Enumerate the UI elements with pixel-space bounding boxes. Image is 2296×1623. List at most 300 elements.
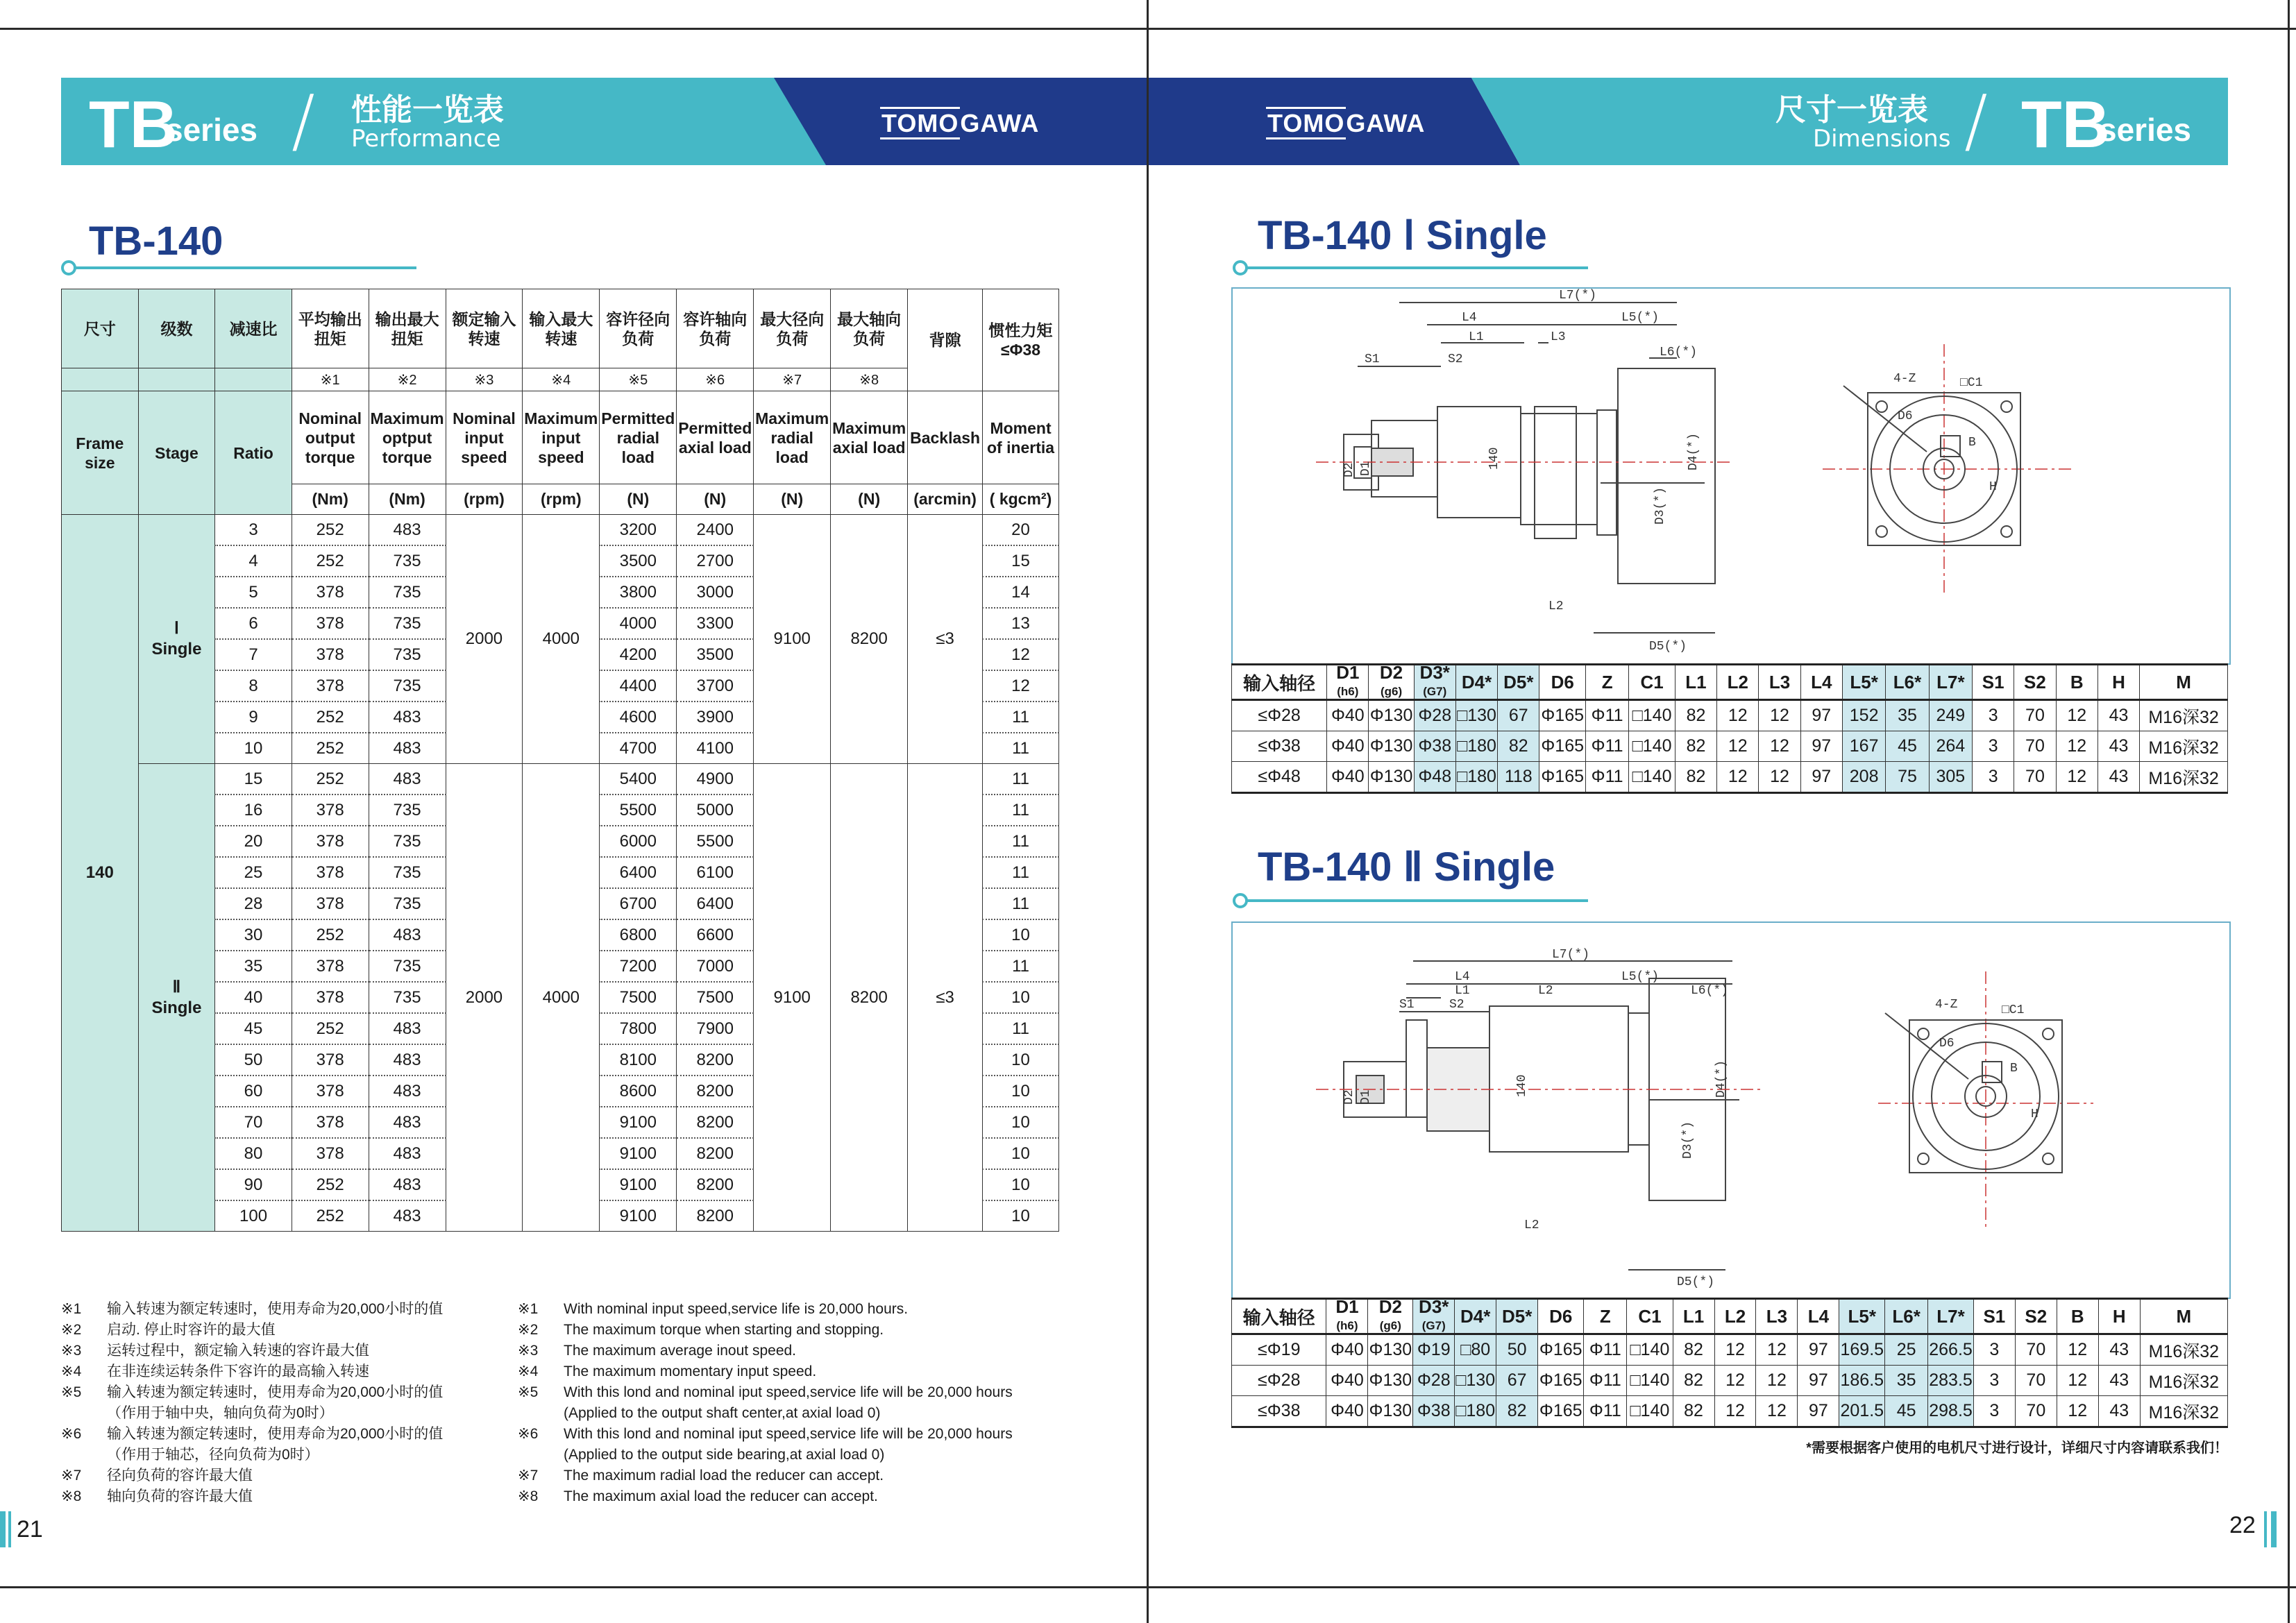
performance-table	[61, 289, 1059, 1232]
inertia-cell: 11	[983, 826, 1059, 857]
nominal-torque-cell: 378	[292, 951, 369, 982]
label-B: B	[2010, 1062, 2018, 1076]
radial-load-cell: 7800	[600, 1013, 677, 1044]
dim-cell: 152	[1842, 700, 1885, 731]
inertia-cell: 15	[983, 545, 1059, 577]
perf-head-cn: 背隙	[908, 289, 983, 391]
stage-number: Ⅰ	[174, 619, 179, 638]
nominal-torque-cell: 378	[292, 982, 369, 1013]
max-torque-cell: 735	[369, 670, 446, 702]
perf-head-en: Maximum optput torque	[369, 391, 446, 484]
label-D5: D5(*)	[1677, 1275, 1715, 1289]
radial-load-cell: 8600	[600, 1076, 677, 1107]
axial-load-cell: 8200	[677, 1138, 754, 1169]
dim-header-cell	[1584, 1299, 1627, 1334]
dim-cell: 82	[1675, 762, 1716, 793]
note-text: 在非连续运转条件下容许的最高输入转速	[107, 1363, 369, 1379]
left-header-cn: 性能一览表	[351, 92, 504, 128]
dim-header-cell	[1885, 1299, 1928, 1334]
axial-load-cell: 6600	[677, 919, 754, 951]
dim-header-tolerance: (g6)	[1379, 1319, 1401, 1332]
ratio-cell: 7	[215, 639, 292, 670]
dim-cell: 3	[1973, 1366, 2015, 1396]
dim-header-cell	[1326, 1296, 1368, 1334]
table-row	[1232, 731, 2228, 762]
nominal-torque-cell: 378	[292, 888, 369, 919]
dim-header-label: C1	[1640, 671, 1664, 692]
nominal-torque-cell: 252	[292, 1013, 369, 1044]
left-page-bar	[0, 1511, 6, 1547]
perf-unit: (N)	[677, 484, 754, 515]
note-line	[518, 1424, 1087, 1445]
left-section-title: TB-140	[89, 219, 223, 264]
perf-head-cn: 最大轴向负荷	[831, 289, 908, 368]
nominal-torque-cell: 378	[292, 1107, 369, 1138]
note-line	[61, 1445, 491, 1465]
table-row	[62, 515, 1059, 546]
dim-header-label: L7*	[1936, 1305, 1965, 1327]
stage-name: Single	[151, 640, 202, 658]
dim-cell: Φ130	[1369, 762, 1414, 793]
dim-cell: 97	[1798, 1396, 1839, 1427]
right-logo	[1266, 110, 1425, 137]
dim-cell: 45	[1885, 1396, 1928, 1427]
inertia-cell: 20	[983, 515, 1059, 546]
radial-load-cell: 3800	[600, 577, 677, 608]
note-key: ※1	[61, 1301, 82, 1317]
perf-head-en: Maximum axial load	[831, 391, 908, 484]
note-line	[61, 1382, 491, 1403]
max-torque-cell: 483	[369, 1044, 446, 1076]
dim-header-cell	[1413, 1296, 1455, 1334]
left-header-slash: /	[292, 80, 315, 161]
dim-cell: 70	[2014, 731, 2056, 762]
max-torque-cell: 735	[369, 577, 446, 608]
inertia-cell: 10	[983, 1076, 1059, 1107]
note-line	[518, 1465, 1087, 1486]
dim-header-label: Z	[1601, 671, 1613, 692]
dim-cell: 82	[1673, 1366, 1714, 1396]
inertia-cell: 10	[983, 1138, 1059, 1169]
dim-cell: 50	[1496, 1334, 1538, 1366]
max-radial-cell: 9100	[754, 515, 831, 764]
perf-unit: (Nm)	[292, 484, 369, 515]
label-L3: L3	[1551, 330, 1566, 344]
dim-cell: 169.5	[1839, 1334, 1885, 1366]
note-text: With this lond and nominal iput speed,service life will be 20,000 hours	[564, 1384, 1013, 1400]
dim-header-cell	[1455, 1299, 1496, 1334]
axial-load-cell: 3500	[677, 639, 754, 670]
note-line	[61, 1341, 491, 1361]
right-page-bar-thin	[2264, 1511, 2267, 1547]
left-header-en: Performance	[351, 125, 501, 153]
dim-header-label: D3*	[1419, 1296, 1449, 1317]
dim-header-label: H	[2112, 671, 2125, 692]
note-text: The maximum radial load the reducer can accept.	[564, 1468, 884, 1484]
perf-head-en: Stage	[138, 391, 215, 515]
right-page-bar	[2271, 1511, 2277, 1547]
max-torque-cell: 735	[369, 951, 446, 982]
right-section1-underline	[1241, 266, 1588, 269]
dim-header-cell	[2014, 665, 2056, 700]
dim-cell: 82	[1496, 1396, 1538, 1427]
axial-load-cell: 8200	[677, 1076, 754, 1107]
table-row	[62, 764, 1059, 795]
max-torque-cell: 735	[369, 857, 446, 888]
label-D3: D3(*)	[1681, 1121, 1695, 1159]
right-header-slash: /	[1964, 80, 1988, 161]
axial-load-cell: 4900	[677, 764, 754, 795]
drawing2-box	[1231, 921, 2231, 1299]
dim-header-cell	[2015, 1299, 2057, 1334]
perf-unit: (N)	[600, 484, 677, 515]
dim-cell: 264	[1929, 731, 1972, 762]
dim-header-cell	[1585, 665, 1628, 700]
perf-mark: ※5	[600, 368, 677, 391]
inertia-cell: 10	[983, 1107, 1059, 1138]
dim-header-label: 输入轴径	[1242, 1307, 1315, 1328]
dim-header-label: M	[2176, 1305, 2192, 1327]
axial-load-cell: 3000	[677, 577, 754, 608]
note-line	[61, 1486, 491, 1507]
dim-header-label: D2	[1378, 1296, 1402, 1317]
max-torque-cell: 735	[369, 639, 446, 670]
label-D1: D1	[1359, 1089, 1373, 1105]
note-line	[61, 1465, 491, 1486]
nominal-torque-cell: 378	[292, 1044, 369, 1076]
dim-cell: 201.5	[1839, 1396, 1885, 1427]
dim-header-cell	[1498, 665, 1539, 700]
label-S1: S1	[1399, 998, 1415, 1012]
nominal-torque-cell: 252	[292, 733, 369, 764]
dim-header-cell	[2057, 1299, 2098, 1334]
dim-cell: 70	[2014, 700, 2056, 731]
perf-head-en: Moment of inertia	[983, 391, 1059, 484]
dim-header-cell	[1369, 662, 1414, 700]
radial-load-cell: 6400	[600, 857, 677, 888]
note-line	[518, 1320, 1087, 1341]
dim-header-cell	[1673, 1299, 1714, 1334]
note-key: ※6	[518, 1426, 539, 1442]
dim-header-cell	[1973, 1299, 2015, 1334]
dim-cell: 12	[2056, 731, 2097, 762]
dim-header-label: 输入轴径	[1243, 672, 1316, 694]
note-text: 输入转速为额定转速时，使用寿命为20,000小时的值	[107, 1384, 444, 1400]
left-logo-gawa: GAWA	[960, 109, 1040, 137]
left-page-number: 21	[17, 1516, 43, 1543]
ratio-cell: 28	[215, 888, 292, 919]
stage-name: Single	[151, 998, 202, 1017]
dim-cell: Φ165	[1538, 1396, 1584, 1427]
label-C1: □C1	[1960, 376, 1983, 390]
max-radial-cell: 9100	[754, 764, 831, 1232]
max-torque-cell: 735	[369, 826, 446, 857]
dim-cell: 97	[1798, 1334, 1839, 1366]
dim-cell: 12	[1714, 1334, 1756, 1366]
dim-header-cell	[1496, 1299, 1538, 1334]
dim-cell: Φ165	[1539, 700, 1586, 731]
nominal-torque-cell: 252	[292, 515, 369, 546]
note-line	[518, 1361, 1087, 1382]
max-torque-cell: 735	[369, 794, 446, 826]
inertia-cell: 11	[983, 733, 1059, 764]
perf-mark: ※7	[754, 368, 831, 391]
dim-cell: Φ130	[1369, 700, 1414, 731]
dim-header-cell	[1455, 665, 1497, 700]
label-L6: L6(*)	[1691, 984, 1729, 998]
dim-cell: Φ40	[1327, 731, 1369, 762]
dim-cell: 70	[2015, 1366, 2057, 1396]
dim-cell: □130	[1455, 700, 1497, 731]
right-page-number: 22	[2229, 1512, 2256, 1538]
label-Z: 4-Z	[1935, 998, 1958, 1012]
dim-cell: 12	[1756, 1366, 1798, 1396]
nominal-torque-cell: 378	[292, 639, 369, 670]
radial-load-cell: 3500	[600, 545, 677, 577]
label-L2: L2	[1538, 984, 1553, 998]
label-D4: D4(*)	[1714, 1060, 1728, 1098]
dim-header-cell	[2140, 1299, 2227, 1334]
dim-cell: Φ165	[1539, 731, 1586, 762]
dim-cell: 186.5	[1839, 1366, 1885, 1396]
label-L1: L1	[1455, 984, 1470, 998]
ratio-cell: 90	[215, 1169, 292, 1200]
perf-head-en: Permitted radial load	[600, 391, 677, 484]
dim-cell: M16深32	[2140, 1366, 2227, 1396]
dim-cell: 43	[2098, 1366, 2140, 1396]
label-L2: L2	[1524, 1218, 1539, 1232]
dim-cell: Φ165	[1538, 1366, 1584, 1396]
right-series-word: series	[2099, 112, 2192, 148]
dim-cell: Φ40	[1326, 1396, 1368, 1427]
stage-number: Ⅱ	[172, 977, 181, 996]
dim-header-label: D6	[1549, 1305, 1573, 1327]
dim-cell: 12	[1714, 1396, 1756, 1427]
radial-load-cell: 3200	[600, 515, 677, 546]
dim-header-cell	[1839, 1299, 1885, 1334]
dim-header-label: L5*	[1848, 1305, 1876, 1327]
axial-load-cell: 8200	[677, 1169, 754, 1200]
left-logo	[880, 110, 1039, 137]
inertia-cell: 10	[983, 1169, 1059, 1200]
dim-header-label: D5*	[1503, 671, 1534, 692]
radial-load-cell: 9100	[600, 1107, 677, 1138]
dim-header-label: L7*	[1936, 671, 1965, 692]
note-key: ※1	[518, 1301, 539, 1317]
axial-load-cell: 4100	[677, 733, 754, 764]
dim-cell: Φ40	[1326, 1366, 1368, 1396]
note-text: 启动. 停止时容许的最大值	[107, 1322, 276, 1338]
note-line	[518, 1403, 1087, 1424]
axial-load-cell: 7900	[677, 1013, 754, 1044]
perf-head-en: Nominal output torque	[292, 391, 369, 484]
right-header-en: Dimensions	[1813, 125, 1951, 153]
note-line	[518, 1341, 1087, 1361]
axial-load-cell: 3900	[677, 702, 754, 733]
dim-header-cell	[1759, 665, 1800, 700]
dim-header-label: S2	[2025, 1305, 2048, 1327]
dim-header-cell	[1538, 1299, 1584, 1334]
dim-cell: 43	[2097, 731, 2139, 762]
left-section-underline	[69, 266, 416, 269]
gearbox-drawing-1	[1233, 289, 2229, 663]
dim-cell: 43	[2097, 762, 2139, 793]
dim-cell: 12	[1759, 700, 1800, 731]
nominal-torque-cell: 252	[292, 702, 369, 733]
dim-cell: 3	[1973, 731, 2014, 762]
ratio-cell: 30	[215, 919, 292, 951]
perf-mark: ※8	[831, 368, 908, 391]
dim-cell: 67	[1498, 700, 1539, 731]
left-section-dot	[61, 260, 76, 275]
axial-load-cell: 2700	[677, 545, 754, 577]
dim-header-cell	[1232, 665, 1327, 700]
dim-header-label: S2	[2024, 671, 2046, 692]
ratio-cell: 20	[215, 826, 292, 857]
note-key: ※6	[61, 1426, 82, 1442]
ratio-cell: 45	[215, 1013, 292, 1044]
note-line	[518, 1486, 1087, 1507]
nominal-torque-cell: 252	[292, 764, 369, 795]
performance-table-body	[62, 515, 1059, 1232]
ratio-cell: 80	[215, 1138, 292, 1169]
dim-cell: 82	[1673, 1334, 1714, 1366]
label-L4: L4	[1455, 970, 1470, 984]
perf-head-en: Maximum radial load	[754, 391, 831, 484]
nominal-torque-cell: 378	[292, 670, 369, 702]
perf-unit: (N)	[754, 484, 831, 515]
dim-cell: M16深32	[2140, 700, 2228, 731]
ratio-cell: 3	[215, 515, 292, 546]
label-Z: 4-Z	[1893, 372, 1916, 386]
nominal-torque-cell: 378	[292, 794, 369, 826]
ratio-cell: 9	[215, 702, 292, 733]
spine-line	[1147, 0, 1149, 1623]
radial-load-cell: 4200	[600, 639, 677, 670]
max-torque-cell: 483	[369, 919, 446, 951]
dim-cell: Φ130	[1368, 1334, 1413, 1366]
note-line	[61, 1424, 491, 1445]
label-L1: L1	[1469, 330, 1484, 344]
note-text: (Applied to the output shaft center,at axial load 0)	[564, 1405, 881, 1421]
dim-cell: 298.5	[1928, 1396, 1974, 1427]
gearbox-drawing-2	[1233, 923, 2229, 1298]
dim-header-label: L6*	[1893, 671, 1922, 692]
nominal-torque-cell: 252	[292, 1200, 369, 1232]
dim-header-tolerance: (h6)	[1336, 1319, 1358, 1332]
inertia-cell: 10	[983, 919, 1059, 951]
dim-header-cell	[1627, 1299, 1673, 1334]
dim-cell: 35	[1885, 1366, 1928, 1396]
dim-header-label: D4*	[1461, 671, 1492, 692]
note-text: With this lond and nominal iput speed,service life will be 20,000 hours	[564, 1426, 1013, 1442]
dim-cell: 266.5	[1928, 1334, 1974, 1366]
note-line	[61, 1299, 491, 1320]
nominal-torque-cell: 378	[292, 1138, 369, 1169]
right-series-tb: TB	[2021, 87, 2110, 162]
note-line	[61, 1403, 491, 1424]
dim-header-label: B	[2070, 1305, 2084, 1327]
perf-mark: ※6	[677, 368, 754, 391]
note-text: The maximum momentary input speed.	[564, 1363, 817, 1379]
dim-cell: 97	[1800, 762, 1842, 793]
note-text: 径向负荷的容许最大值	[107, 1468, 253, 1484]
dim-cell: 12	[1759, 762, 1800, 793]
note-key: ※4	[61, 1363, 82, 1379]
perf-unit: ( kgcm²)	[983, 484, 1059, 515]
dim-cell: 3	[1973, 1334, 2015, 1366]
dim-cell: 70	[2015, 1334, 2057, 1366]
dim-cell: ≤Φ38	[1232, 731, 1327, 762]
dim-cell: 82	[1675, 731, 1716, 762]
label-L7: L7(*)	[1559, 289, 1597, 303]
dim-header-label: D6	[1551, 671, 1574, 692]
notes-en	[518, 1299, 1087, 1507]
axial-load-cell: 3700	[677, 670, 754, 702]
dim-cell: Φ11	[1585, 762, 1628, 793]
dim-cell: 283.5	[1928, 1366, 1974, 1396]
dim-header-label: L6*	[1892, 1305, 1921, 1327]
perf-unit: (rpm)	[523, 484, 600, 515]
note-text: The maximum axial load the reducer can accept.	[564, 1488, 878, 1504]
radial-load-cell: 7500	[600, 982, 677, 1013]
max-torque-cell: 483	[369, 1013, 446, 1044]
max-axial-cell: 8200	[831, 764, 908, 1232]
dim-cell: □140	[1627, 1366, 1673, 1396]
radial-load-cell: 4600	[600, 702, 677, 733]
dim-cell: Φ40	[1326, 1334, 1368, 1366]
dim-cell: Φ11	[1584, 1334, 1627, 1366]
perf-unit: (Nm)	[369, 484, 446, 515]
perf-head-cn: 额定输入转速	[446, 289, 523, 368]
note-key: ※2	[61, 1322, 82, 1338]
label-B: B	[1968, 436, 1976, 450]
note-key: ※7	[61, 1468, 82, 1484]
dim-header-label: S1	[1983, 1305, 2006, 1327]
dim-header-cell	[1539, 665, 1586, 700]
dim-header-label: L1	[1682, 1305, 1705, 1327]
note-text: 输入转速为额定转速时，使用寿命为20,000小时的值	[107, 1426, 444, 1442]
ratio-cell: 40	[215, 982, 292, 1013]
dim-cell: 12	[1759, 731, 1800, 762]
dim-header-label: D1	[1335, 1296, 1359, 1317]
max-speed-cell: 4000	[523, 515, 600, 764]
dim-cell: 43	[2097, 700, 2139, 731]
dim-cell: ≤Φ28	[1232, 1366, 1326, 1396]
dim-cell: 67	[1496, 1366, 1538, 1396]
note-key: ※4	[518, 1363, 539, 1379]
nominal-torque-cell: 252	[292, 1169, 369, 1200]
dim-cell: 70	[2014, 762, 2056, 793]
dim-cell: 167	[1842, 731, 1885, 762]
inertia-cell: 11	[983, 794, 1059, 826]
inertia-cell: 11	[983, 888, 1059, 919]
inertia-cell: 10	[983, 982, 1059, 1013]
dim-header-tolerance: (g6)	[1380, 685, 1403, 698]
label-D4: D4(*)	[1687, 432, 1700, 470]
axial-load-cell: 6100	[677, 857, 754, 888]
dim-header-cell	[2098, 1299, 2140, 1334]
dim-header-tolerance: (G7)	[1421, 1319, 1446, 1332]
max-torque-cell: 483	[369, 733, 446, 764]
axial-load-cell: 5000	[677, 794, 754, 826]
axial-load-cell: 6400	[677, 888, 754, 919]
right-section2-underline	[1241, 899, 1588, 902]
label-D2: D2	[1342, 462, 1356, 477]
max-torque-cell: 483	[369, 1169, 446, 1200]
note-line	[518, 1382, 1087, 1403]
dim-header-label: C1	[1638, 1305, 1662, 1327]
